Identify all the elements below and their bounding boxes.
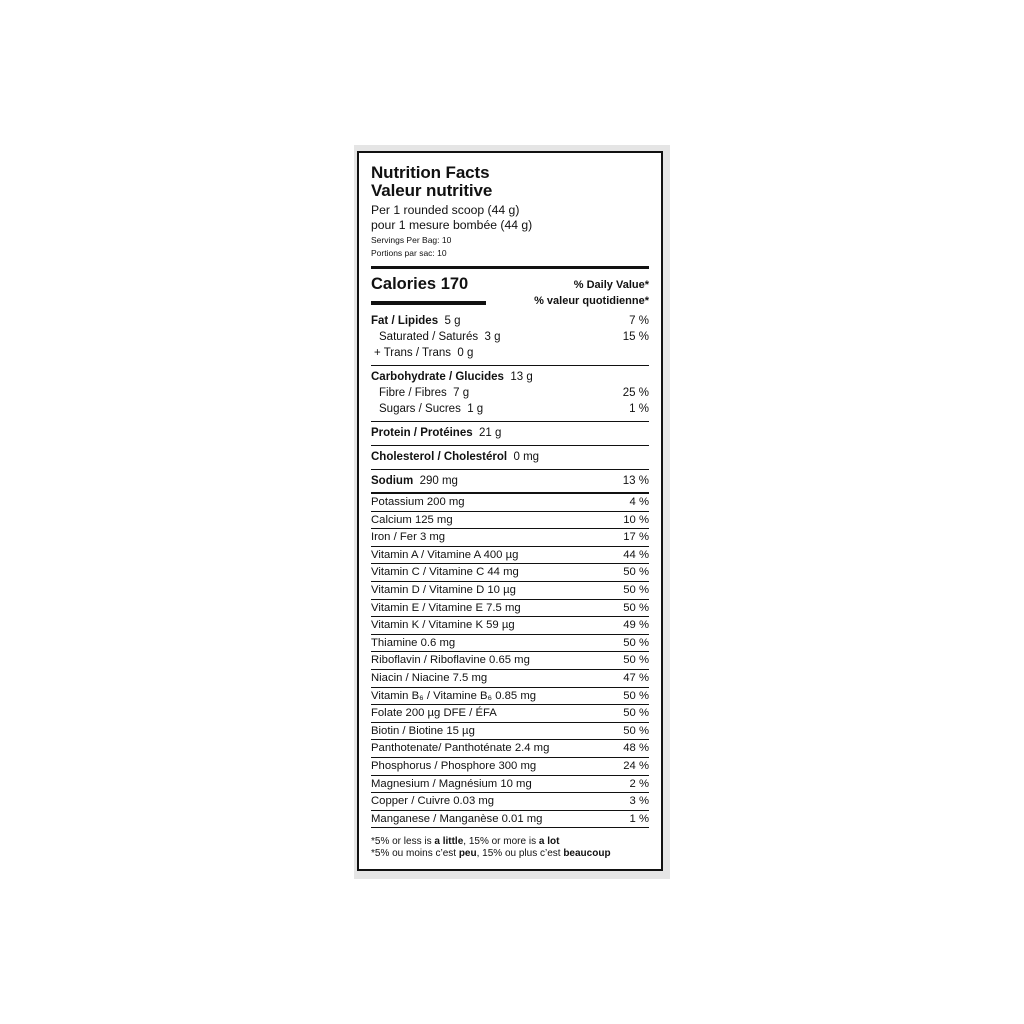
fat-group — [371, 313, 649, 361]
vitamin-pct: 50 % — [623, 566, 649, 579]
vitamin-name: Magnesium / Magnésium 10 mg — [371, 777, 532, 790]
vitamin-row — [371, 582, 649, 600]
vitamin-row — [371, 688, 649, 706]
vitamin-name: Folate 200 µg DFE / ÉFA — [371, 707, 497, 720]
vitamin-pct: 24 % — [623, 759, 649, 772]
vitamin-name: Vitamin E / Vitamine E 7.5 mg — [371, 601, 521, 614]
sodium-group — [371, 473, 649, 489]
vitamin-pct: 50 % — [623, 636, 649, 649]
trans-amount: 0 g — [457, 347, 474, 359]
vitamin-mineral-list — [371, 494, 649, 828]
fibre-row — [371, 385, 649, 401]
fat-amount: 5 g — [444, 315, 461, 327]
cholesterol-label: Cholesterol / Cholestérol — [371, 451, 508, 463]
sodium-row — [371, 473, 649, 489]
vitamin-row — [371, 758, 649, 776]
cholesterol-amount: 0 mg — [513, 451, 540, 463]
calories-row — [371, 274, 649, 309]
vitamin-name: Iron / Fer 3 mg — [371, 531, 446, 544]
title-en: Nutrition Facts — [371, 163, 490, 182]
calories-label: Calories 170 — [371, 275, 469, 293]
daily-value-header-fr: % valeur quotidienne* — [534, 295, 649, 307]
footnote-en: *5% or less is a little, 15% or more is a lot — [371, 836, 560, 848]
fat-row — [371, 313, 649, 329]
vitamin-pct: 17 % — [623, 531, 649, 544]
fibre-amount: 7 g — [453, 387, 470, 399]
separator — [371, 421, 649, 422]
vitamin-row — [371, 529, 649, 547]
vitamin-pct: 1 % — [629, 812, 649, 825]
serving-size-en: Per 1 rounded scoop (44 g) — [371, 203, 520, 217]
carbohydrate-group — [371, 369, 649, 417]
protein-label: Protein / Protéines — [371, 427, 473, 439]
carbohydrate-row — [371, 369, 649, 385]
vitamin-name: Potassium 200 mg — [371, 496, 465, 508]
protein-group — [371, 425, 649, 441]
sodium-label: Sodium — [371, 475, 414, 487]
vitamin-name: Calcium 125 mg — [371, 513, 453, 526]
separator — [371, 469, 649, 470]
vitamin-row — [371, 723, 649, 741]
vitamin-row — [371, 811, 649, 829]
vitamin-pct: 10 % — [623, 513, 649, 526]
vitamin-name: Copper / Cuivre 0.03 mg — [371, 795, 495, 808]
vitamin-name: Vitamin B₆ / Vitamine B₆ 0.85 mg — [371, 689, 537, 702]
vitamin-row — [371, 776, 649, 794]
header-rule — [371, 266, 649, 269]
vitamin-name: Manganese / Manganèse 0.01 mg — [371, 812, 543, 825]
saturated-row — [371, 329, 649, 345]
saturated-amount: 3 g — [484, 331, 501, 343]
fibre-pct: 25 % — [622, 387, 649, 399]
servings-per-bag-fr: Portions par sac: 10 — [371, 248, 447, 258]
sodium-amount: 290 mg — [419, 475, 458, 487]
sodium-pct: 13 % — [622, 475, 649, 487]
sugars-amount: 1 g — [467, 403, 484, 415]
vitamin-pct: 50 % — [623, 583, 649, 596]
vitamin-name: Riboflavin / Riboflavine 0.65 mg — [371, 654, 530, 667]
vitamin-row — [371, 670, 649, 688]
daily-value-header-en: % Daily Value* — [573, 279, 649, 291]
serving-size-fr: pour 1 mesure bombée (44 g) — [371, 218, 533, 232]
saturated-label: Saturated / Saturés — [379, 331, 479, 343]
vitamin-pct: 4 % — [629, 496, 649, 508]
vitamin-pct: 50 % — [623, 601, 649, 614]
vitamin-row — [371, 652, 649, 670]
vitamin-pct: 47 % — [623, 671, 649, 684]
vitamin-row — [371, 617, 649, 635]
fat-label: Fat / Lipides — [371, 315, 439, 327]
carbohydrate-amount: 13 g — [510, 371, 533, 383]
trans-row — [371, 345, 649, 361]
vitamin-name: Phosphorus / Phosphore 300 mg — [371, 759, 537, 772]
separator — [371, 445, 649, 446]
vitamin-name: Vitamin A / Vitamine A 400 µg — [371, 548, 519, 561]
vitamin-pct: 49 % — [623, 619, 649, 632]
vitamin-pct: 44 % — [623, 548, 649, 561]
vitamin-name: Vitamin D / Vitamine D 10 µg — [371, 583, 516, 596]
vitamin-pct: 50 % — [623, 724, 649, 737]
footnote-fr: *5% ou moins c’est peu, 15% ou plus c’est beaucoup — [371, 848, 611, 860]
servings-per-bag-en: Servings Per Bag: 10 — [371, 235, 452, 245]
vitamin-row — [371, 740, 649, 758]
sugars-row — [371, 401, 649, 417]
vitamin-row — [371, 512, 649, 530]
sugars-pct: 1 % — [629, 403, 649, 415]
vitamin-row — [371, 547, 649, 565]
protein-row — [371, 425, 649, 441]
vitamin-pct: 50 % — [623, 689, 649, 702]
cholesterol-row — [371, 449, 649, 465]
vitamin-name: Panthotenate/ Panthoténate 2.4 mg — [371, 742, 550, 755]
vitamin-name: Vitamin K / Vitamine K 59 µg — [371, 619, 515, 632]
vitamin-pct: 50 % — [623, 707, 649, 720]
carbohydrate-label: Carbohydrate / Glucides — [371, 371, 504, 383]
vitamin-name: Thiamine 0.6 mg — [371, 636, 456, 649]
footnote — [371, 836, 649, 860]
fat-pct: 7 % — [629, 315, 649, 327]
vitamin-row — [371, 635, 649, 653]
vitamin-pct: 2 % — [629, 777, 649, 790]
sugars-label: Sugars / Sucres — [379, 403, 461, 415]
cholesterol-group — [371, 449, 649, 465]
fibre-label: Fibre / Fibres — [379, 387, 447, 399]
vitamin-row — [371, 564, 649, 582]
vitamin-pct: 50 % — [623, 654, 649, 667]
vitamin-row — [371, 705, 649, 723]
saturated-pct: 15 % — [622, 331, 649, 343]
vitamin-pct: 48 % — [623, 742, 649, 755]
vitamin-pct: 3 % — [629, 795, 649, 808]
calories-rule — [371, 301, 486, 305]
vitamin-row — [371, 600, 649, 618]
trans-label: + Trans / Trans — [374, 347, 452, 359]
vitamin-name: Biotin / Biotine 15 µg — [371, 724, 475, 737]
separator — [371, 365, 649, 366]
vitamin-row — [371, 793, 649, 811]
vitamin-name: Niacin / Niacine 7.5 mg — [371, 671, 488, 684]
vitamin-name: Vitamin C / Vitamine C 44 mg — [371, 566, 519, 579]
vitamin-row — [371, 494, 649, 512]
title-fr: Valeur nutritive — [371, 181, 493, 200]
protein-amount: 21 g — [479, 427, 502, 439]
nutrition-facts-table — [357, 151, 663, 871]
